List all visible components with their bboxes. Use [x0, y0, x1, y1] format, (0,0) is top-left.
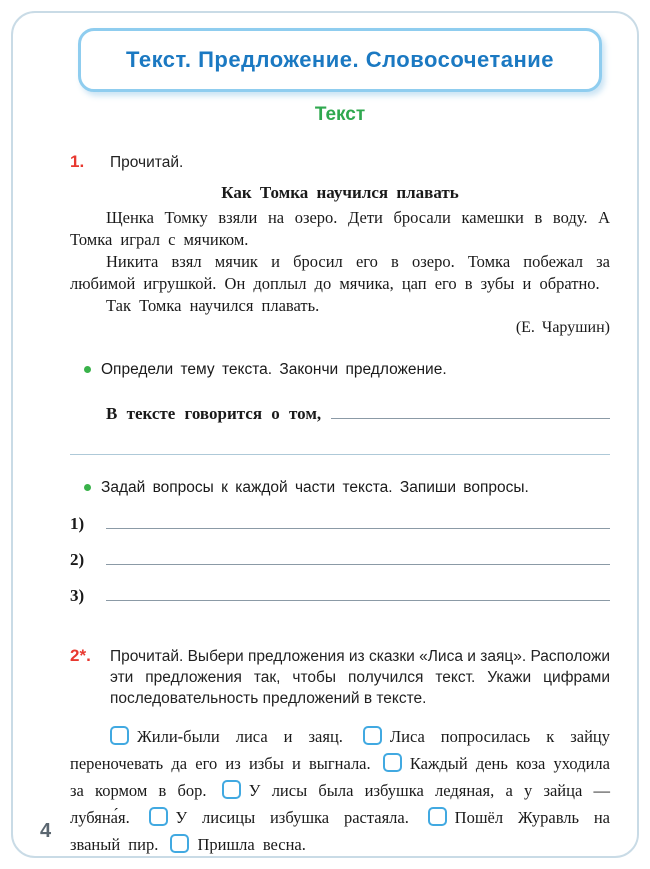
story-author: (Е. Чарушин) [515, 319, 610, 336]
answer-line-2 [70, 550, 610, 570]
answer-line-3 [70, 586, 610, 606]
sequence-checkbox[interactable] [383, 753, 402, 772]
exercise-2 [70, 646, 610, 858]
bullet-icon [84, 484, 91, 491]
story-paragraph: Так Томка научился плавать. [106, 296, 320, 315]
answer-number: 3) [70, 586, 85, 605]
section-divider [70, 454, 610, 455]
answer-write-line[interactable] [106, 550, 610, 565]
page-number: 4 [40, 820, 52, 842]
chapter-title: Текст. Предложение. Словосочетание [126, 47, 554, 72]
task-theme [70, 359, 610, 380]
sequence-checkbox[interactable] [110, 726, 129, 745]
answer-number: 2) [70, 550, 85, 569]
chapter-header [78, 28, 602, 92]
answer-line-1 [70, 514, 610, 534]
page-content [70, 100, 610, 858]
sequence-checkbox[interactable] [428, 807, 447, 826]
answer-write-line[interactable] [106, 586, 610, 601]
story-paragraph: Щенка Томку взяли на озеро. Дети бросали камешки в воду. А Томка играл с мячиком. [70, 208, 610, 249]
story-paragraph: Никита взял мячик и бросил его в озеро. Томка побежал за любимой игрушкой. Он доплыл до мячика, цап его в зубы и обратно. [70, 252, 610, 293]
sentence: Каждый день коза уходила за кормом в бор. [70, 754, 610, 800]
fill-prompt: В тексте говорится о том, [106, 404, 322, 423]
sequence-checkbox[interactable] [149, 807, 168, 826]
sequence-checkbox[interactable] [222, 780, 241, 799]
fill-in-sentence [70, 404, 610, 424]
story-title: Как Томка научился плавать [221, 183, 459, 202]
task-questions [70, 477, 610, 498]
task-theme-text: Определи тему текста. Закончи предложение. [101, 361, 447, 378]
exercise-1-number: 1. [70, 152, 85, 171]
answer-number: 1) [70, 514, 85, 533]
sentence: У лисы была избушка ледяная, а у зайца — лубяна́я. [70, 781, 611, 827]
jumbled-sentences [70, 723, 610, 858]
sequence-checkbox[interactable] [363, 726, 382, 745]
answer-write-line[interactable] [106, 514, 610, 529]
bullet-icon [84, 366, 91, 373]
exercise-1-instruction: Прочитай. [110, 154, 184, 171]
sentence: Пришла весна. [197, 835, 306, 854]
sentence: Лиса попросилась к зайцу переночевать да его из избы и выгнала. [70, 727, 610, 773]
sentence: Жили-были лиса и заяц. [137, 727, 343, 746]
task-questions-text: Задай вопросы к каждой части текста. Запиши вопросы. [101, 479, 529, 496]
exercise-1 [70, 152, 610, 606]
exercise-2-number: 2*. [70, 646, 91, 665]
sentence: У лисицы избушка растаяла. [175, 808, 409, 827]
section-title: Текст [314, 104, 366, 125]
answer-write-line[interactable] [331, 404, 610, 419]
sequence-checkbox[interactable] [170, 834, 189, 853]
exercise-2-instruction: Прочитай. Выбери предложения из сказки «Лиса и заяц». Расположи эти предложения так, чтобы получился текст. Укажи цифрами последовательность предложений в тексте. [110, 648, 611, 707]
sentence: Пошёл Журавль на званый пир. [70, 808, 610, 854]
